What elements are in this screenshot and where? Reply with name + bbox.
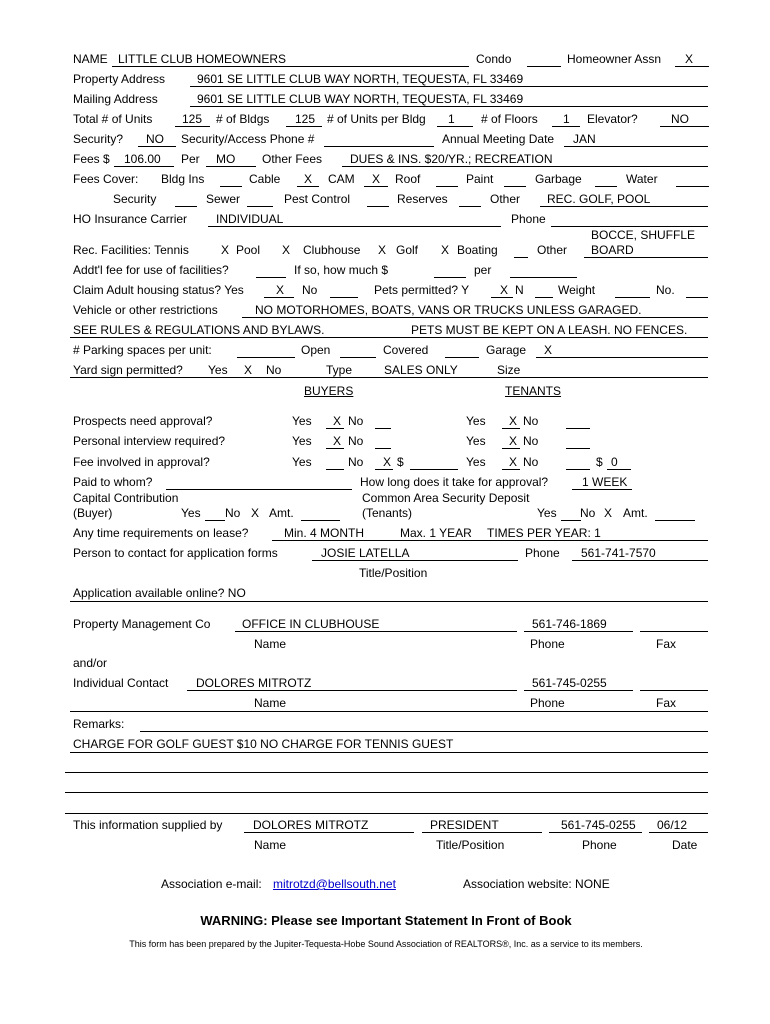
supplied-by-title[interactable]: PRESIDENT — [430, 818, 499, 832]
bldgs-label: # of Bldgs — [216, 112, 270, 126]
addtl-fee-how-much-label: If so, how much $ — [294, 263, 389, 277]
supplied-date-label: Date — [672, 838, 698, 852]
indiv-fax-label: Fax — [656, 696, 677, 710]
prospects-tenant-yes-underline — [502, 428, 520, 429]
other-fees-underline — [342, 166, 708, 167]
cover-garbage-label: Garbage — [535, 172, 582, 186]
warning-text: WARNING: Please see Important Statement In Front of Book — [200, 913, 572, 928]
supplied-by-name-underline — [244, 832, 414, 833]
property-address-label: Property Address — [73, 72, 166, 86]
parking-covered-label: Covered — [383, 343, 429, 357]
yard-sign-label: Yard sign permitted? — [73, 363, 183, 377]
adult-housing-no-blank[interactable] — [330, 297, 358, 298]
lease-times[interactable]: TIMES PER YEAR: 1 — [487, 526, 601, 540]
interview-tenant-yes: Yes — [466, 434, 486, 448]
capital-yes: Yes — [181, 506, 201, 520]
cover-bldg-ins-label: Bldg Ins — [161, 172, 205, 186]
fee-tenant-no-blank[interactable] — [566, 469, 590, 470]
cover-other-underline — [540, 206, 708, 207]
fees-cover-label: Fees Cover: — [73, 172, 139, 186]
parking-garage-blank[interactable] — [445, 357, 479, 358]
rec-golf-label: Golf — [396, 243, 419, 257]
lease-underline — [272, 540, 708, 541]
yard-sign-underline — [70, 377, 708, 378]
parking-open-blank[interactable] — [237, 357, 295, 358]
deposit-no: No — [580, 506, 596, 520]
security-label: Security? — [73, 132, 124, 146]
security-phone-blank[interactable] — [324, 146, 434, 147]
fee-buyer-mark[interactable]: X — [383, 455, 392, 469]
units-per-bldg-underline — [437, 126, 473, 127]
cover-garbage-blank[interactable] — [595, 186, 617, 187]
cover-cam-underline — [364, 186, 388, 187]
cover-other-value[interactable]: REC. GOLF, POOL — [547, 192, 651, 206]
meeting-label: Annual Meeting Date — [442, 132, 555, 146]
total-units-underline — [175, 126, 210, 127]
app-contact-phone-underline — [572, 560, 708, 561]
addtl-fee-per-blank[interactable] — [510, 277, 577, 278]
remarks-line-2[interactable] — [70, 752, 708, 753]
paid-to-blank[interactable] — [166, 489, 352, 490]
pets-label: Pets permitted? Y — [374, 283, 470, 297]
fee-approval-label: Fee involved in approval? — [73, 455, 210, 469]
buyers-header: BUYERS — [304, 384, 354, 398]
cover-sewer-label: Sewer — [206, 192, 241, 206]
interview-buyer-yes: Yes — [292, 434, 312, 448]
mailing-address-label: Mailing Address — [73, 92, 158, 106]
adult-housing-underline — [264, 297, 294, 298]
interview-buyer-no: No — [348, 434, 364, 448]
approval-time-value[interactable]: 1 WEEK — [582, 475, 628, 489]
fee-buyer-yes-blank[interactable] — [326, 469, 344, 470]
vehicle-value[interactable]: NO MOTORHOMES, BOATS, VANS OR TRUCKS UNLESS GARAGED. — [255, 303, 642, 317]
pets-mark[interactable]: X — [500, 283, 509, 297]
rec-boating-label: Boating — [457, 243, 498, 257]
capital-amt-label: Amt. — [269, 506, 294, 520]
pm-name[interactable]: OFFICE IN CLUBHOUSE — [242, 617, 380, 631]
fees-label: Fees $ — [73, 152, 110, 166]
units-per-bldg-value[interactable]: 1 — [448, 112, 455, 126]
email-label: Association e-mail: — [161, 877, 262, 891]
pm-fax-label: Fax — [656, 637, 677, 651]
hoa-mark[interactable]: X — [685, 52, 694, 66]
yard-sign-no: No — [266, 363, 282, 377]
addtl-fee-per-label: per — [474, 263, 492, 277]
units-per-bldg-label: # of Units per Bldg — [327, 112, 426, 126]
prospects-buyer-mark[interactable]: X — [333, 414, 342, 428]
parking-garage-mark[interactable]: X — [544, 343, 553, 357]
rules-underline — [70, 337, 708, 338]
interview-tenant-no: No — [523, 434, 539, 448]
app-contact-name-underline — [312, 560, 518, 561]
rec-other-underline — [584, 257, 708, 258]
fee-buyer-no: No — [348, 455, 364, 469]
property-address-value[interactable]: 9601 SE LITTLE CLUB WAY NORTH, TEQUESTA, FL 33469 — [197, 72, 524, 86]
addtl-fee-blank[interactable] — [256, 277, 286, 278]
parking-garage-label: Garage — [486, 343, 527, 357]
cover-water-label: Water — [626, 172, 658, 186]
parking-open-label: Open — [301, 343, 331, 357]
supplied-by-phone-underline — [549, 832, 642, 833]
floors-value[interactable]: 1 — [563, 112, 570, 126]
interview-buyer-yes-underline — [326, 448, 344, 449]
mailing-address-value[interactable]: 9601 SE LITTLE CLUB WAY NORTH, TEQUESTA, FL 33469 — [197, 92, 524, 106]
prospects-buyer-yes: Yes — [292, 414, 312, 428]
cover-cable-mark[interactable]: X — [304, 172, 313, 186]
cover-reserves-label: Reserves — [397, 192, 448, 206]
cover-reserves-blank[interactable] — [459, 206, 481, 207]
deposit-label-1: Common Area Security Deposit — [362, 491, 530, 505]
indiv-contact-phone[interactable]: 561-745-0255 — [532, 676, 607, 690]
fee-tenant-mark[interactable]: X — [509, 455, 518, 469]
deposit-mark[interactable]: X — [604, 506, 613, 520]
insurance-phone-label: Phone — [511, 212, 546, 226]
pm-phone[interactable]: 561-746-1869 — [532, 617, 607, 631]
rec-pool-mark[interactable]: X — [282, 243, 291, 257]
interview-tenant-no-blank[interactable] — [566, 448, 590, 449]
rec-label: Rec. Facilities: Tennis — [73, 243, 189, 257]
cover-other-label: Other — [490, 192, 521, 206]
addtl-fee-amount-blank[interactable] — [434, 277, 466, 278]
insurance-label: HO Insurance Carrier — [73, 212, 188, 226]
capital-yes-blank[interactable] — [205, 520, 225, 521]
parking-covered-blank[interactable] — [340, 357, 376, 358]
prospects-label: Prospects need approval? — [73, 414, 213, 428]
cover-cam-mark[interactable]: X — [372, 172, 381, 186]
fee-tenant-yes: Yes — [466, 455, 486, 469]
app-contact-name[interactable]: JOSIE LATELLA — [321, 546, 410, 560]
insurance-value[interactable]: INDIVIDUAL — [216, 212, 284, 226]
supplied-by-phone[interactable]: 561-745-0255 — [561, 818, 636, 832]
prospects-tenant-no-blank[interactable] — [566, 428, 590, 429]
cover-pest-blank[interactable] — [367, 206, 389, 207]
pm-name-underline — [235, 631, 517, 632]
remarks-label: Remarks: — [73, 717, 125, 731]
rec-golf-mark[interactable]: X — [441, 243, 450, 257]
fees-per-value[interactable]: MO — [216, 152, 236, 166]
mailing-address-underline — [190, 106, 708, 107]
rec-clubhouse-label: Clubhouse — [303, 243, 361, 257]
supplied-name-label: Name — [254, 838, 287, 852]
pm-fax-blank[interactable] — [640, 631, 708, 632]
interview-tenant-mark[interactable]: X — [509, 434, 518, 448]
rules-left: SEE RULES & REGULATIONS AND BYLAWS. — [73, 323, 325, 337]
rec-other-value-1[interactable]: BOCCE, SHUFFLE — [591, 228, 696, 242]
condo-blank[interactable] — [527, 66, 561, 67]
pets-number-blank[interactable] — [686, 297, 708, 298]
app-contact-phone-label: Phone — [525, 546, 560, 560]
pets-underline — [491, 297, 513, 298]
cover-paint-label: Paint — [466, 172, 494, 186]
supplied-by-date[interactable]: 06/12 — [657, 818, 688, 832]
tenants-header: TENANTS — [505, 384, 562, 398]
pets-weight-label: Weight — [558, 283, 596, 297]
total-units-label: Total # of Units — [73, 112, 153, 126]
cover-bldg-ins-blank[interactable] — [220, 186, 242, 187]
remarks-line-4[interactable] — [65, 792, 708, 793]
remarks-line-5[interactable] — [65, 813, 708, 814]
yard-sign-yes: Yes — [208, 363, 228, 377]
elevator-label: Elevator? — [587, 112, 638, 126]
yard-sign-type-value[interactable]: SALES ONLY — [384, 363, 458, 377]
adult-housing-mark[interactable]: X — [276, 283, 285, 297]
indiv-contact-phone-underline — [524, 690, 633, 691]
fees-amount[interactable]: 106.00 — [124, 152, 161, 166]
floors-underline — [552, 126, 580, 127]
pm-name-label: Name — [254, 637, 287, 651]
prospects-buyer-yes-underline — [326, 428, 344, 429]
vehicle-label: Vehicle or other restrictions — [73, 303, 218, 317]
property-address-underline — [190, 86, 708, 87]
indiv-name-label: Name — [254, 696, 287, 710]
prospects-tenant-yes: Yes — [466, 414, 486, 428]
interview-buyer-mark[interactable]: X — [333, 434, 342, 448]
lease-min[interactable]: Min. 4 MONTH — [284, 526, 365, 540]
approval-time-underline — [572, 489, 632, 490]
security-underline — [138, 146, 176, 147]
email-link[interactable]: mitrotzd@bellsouth.net — [273, 877, 396, 891]
cover-cam-label: CAM — [328, 172, 355, 186]
prospects-tenant-mark[interactable]: X — [509, 414, 518, 428]
pets-number-label: No. — [656, 283, 675, 297]
pets-weight-blank[interactable] — [615, 297, 650, 298]
rec-boating-blank[interactable] — [514, 257, 528, 258]
meeting-value[interactable]: JAN — [573, 132, 596, 146]
fees-per-label: Per — [181, 152, 200, 166]
pm-phone-label: Phone — [530, 637, 565, 651]
cover-roof-blank[interactable] — [436, 186, 458, 187]
bldgs-value[interactable]: 125 — [295, 112, 316, 126]
fees-per-underline — [206, 166, 256, 167]
app-contact-phone[interactable]: 561-741-7570 — [581, 546, 656, 560]
interview-buyer-no-blank[interactable] — [375, 448, 391, 449]
deposit-yes-blank[interactable] — [561, 520, 581, 521]
security-phone-label: Security/Access Phone # — [181, 132, 315, 146]
condo-label: Condo — [476, 52, 512, 66]
adult-housing-label: Claim Adult housing status? Yes — [73, 283, 244, 297]
total-units-value[interactable]: 125 — [182, 112, 203, 126]
cover-sewer-blank[interactable] — [247, 206, 273, 207]
supplied-by-date-underline — [649, 832, 708, 833]
deposit-label-2: (Tenants) — [362, 506, 413, 520]
other-fees-label: Other Fees — [262, 152, 323, 166]
prospects-tenant-no: No — [523, 414, 539, 428]
capital-label-2: (Buyer) — [73, 506, 113, 520]
footer-text: This form has been prepared by the Jupiter-Tequesta-Hobe Sound Association of REALTORS®, Inc. as a service to its members. — [129, 939, 643, 949]
prospects-buyer-no-blank[interactable] — [375, 428, 391, 429]
rec-other-value-2[interactable]: BOARD — [591, 243, 634, 257]
deposit-amt-label: Amt. — [623, 506, 648, 520]
cover-water-blank[interactable] — [676, 186, 709, 187]
yard-sign-type-label: Type — [326, 363, 353, 377]
pets-n-blank[interactable] — [535, 297, 553, 298]
rec-pool-label: Pool — [236, 243, 261, 257]
supplied-by-title-underline — [422, 832, 542, 833]
elevator-underline — [660, 126, 709, 127]
remarks-first-line[interactable] — [140, 731, 708, 732]
cover-cable-underline — [297, 186, 319, 187]
vehicle-underline — [242, 317, 708, 318]
pm-phone-underline — [524, 631, 633, 632]
cover-pest-label: Pest Control — [284, 192, 351, 206]
rec-clubhouse-mark[interactable]: X — [378, 243, 387, 257]
elevator-value[interactable]: NO — [671, 112, 689, 126]
security-value[interactable]: NO — [146, 132, 164, 146]
hoa-underline — [675, 66, 709, 67]
capital-no: No — [225, 506, 241, 520]
and-or-label: and/or — [73, 656, 108, 670]
name-underline — [112, 66, 469, 67]
adult-housing-no-label: No — [302, 283, 318, 297]
supplied-phone-label: Phone — [582, 838, 617, 852]
fees-amount-underline — [114, 166, 174, 167]
bldgs-underline — [286, 126, 322, 127]
floors-label: # of Floors — [481, 112, 538, 126]
parking-label: # Parking spaces per unit: — [73, 343, 212, 357]
contact-section-divider — [70, 711, 708, 712]
rec-other-label: Other — [537, 243, 568, 257]
rules-right: PETS MUST BE KEPT ON A LEASH. NO FENCES. — [411, 323, 688, 337]
supplied-by-label: This information supplied by — [73, 818, 223, 832]
paid-to-label: Paid to whom? — [73, 475, 153, 489]
yard-sign-mark[interactable]: X — [244, 363, 253, 377]
interview-tenant-yes-underline — [502, 448, 520, 449]
supplied-by-name[interactable]: DOLORES MITROTZ — [253, 818, 369, 832]
meeting-underline — [564, 146, 708, 147]
capital-mark[interactable]: X — [251, 506, 260, 520]
cover-roof-label: Roof — [395, 172, 421, 186]
pets-n-label: N — [515, 283, 524, 297]
remarks-line-3[interactable] — [65, 772, 708, 773]
indiv-contact-name-underline — [187, 690, 517, 691]
website-label: Association website: NONE — [463, 877, 610, 891]
app-contact-title-label: Title/Position — [359, 566, 428, 580]
hoa-label: Homeowner Assn — [567, 52, 662, 66]
rec-tennis-mark[interactable]: X — [221, 243, 230, 257]
deposit-amt-blank[interactable] — [655, 520, 695, 521]
cover-cable-label: Cable — [249, 172, 281, 186]
indiv-contact-name[interactable]: DOLORES MITROTZ — [196, 676, 312, 690]
capital-amt-blank[interactable] — [301, 520, 340, 521]
fee-tenant-amount-underline — [607, 469, 631, 470]
fee-tenant-no: No — [523, 455, 539, 469]
app-contact-label: Person to contact for application forms — [73, 546, 278, 560]
fee-buyer-no-underline — [375, 469, 393, 470]
parking-garage-underline — [536, 357, 708, 358]
fee-tenant-amount[interactable]: 0 — [611, 455, 618, 469]
insurance-underline — [208, 226, 501, 227]
cover-security-blank[interactable] — [175, 206, 197, 207]
app-online-label: Application available online? NO — [73, 586, 246, 600]
fee-tenant-dollar: $ — [596, 455, 603, 469]
app-online-underline — [70, 601, 708, 602]
association-name[interactable]: LITTLE CLUB HOMEOWNERS — [118, 52, 287, 66]
other-fees-value[interactable]: DUES & INS. $20/YR.; RECREATION — [350, 152, 553, 166]
capital-label-1: Capital Contribution — [73, 491, 179, 505]
name-label: NAME — [73, 52, 108, 66]
cover-paint-blank[interactable] — [504, 186, 526, 187]
remarks-text[interactable]: CHARGE FOR GOLF GUEST $10 NO CHARGE FOR TENNIS GUEST — [73, 737, 454, 751]
cover-security-label: Security — [113, 192, 157, 206]
lease-label: Any time requirements on lease? — [73, 526, 249, 540]
indiv-contact-fax-blank[interactable] — [640, 690, 708, 691]
yard-sign-size-label: Size — [497, 363, 521, 377]
addtl-fee-label: Addt'l fee for use of facilities? — [73, 263, 229, 277]
fee-buyer-dollar: $ — [397, 455, 404, 469]
deposit-yes: Yes — [537, 506, 557, 520]
pm-label: Property Management Co — [73, 617, 211, 631]
indiv-phone-label: Phone — [530, 696, 565, 710]
supplied-title-label: Title/Position — [436, 838, 505, 852]
approval-time-label: How long does it take for approval? — [360, 475, 549, 489]
fee-buyer-amount-blank[interactable] — [410, 469, 458, 470]
insurance-phone-blank[interactable] — [551, 226, 708, 227]
indiv-contact-label: Individual Contact — [73, 676, 169, 690]
lease-max[interactable]: Max. 1 YEAR — [400, 526, 472, 540]
interview-label: Personal interview required? — [73, 434, 226, 448]
prospects-buyer-no: No — [348, 414, 364, 428]
fee-buyer-yes: Yes — [292, 455, 312, 469]
fee-tenant-yes-underline — [502, 469, 520, 470]
